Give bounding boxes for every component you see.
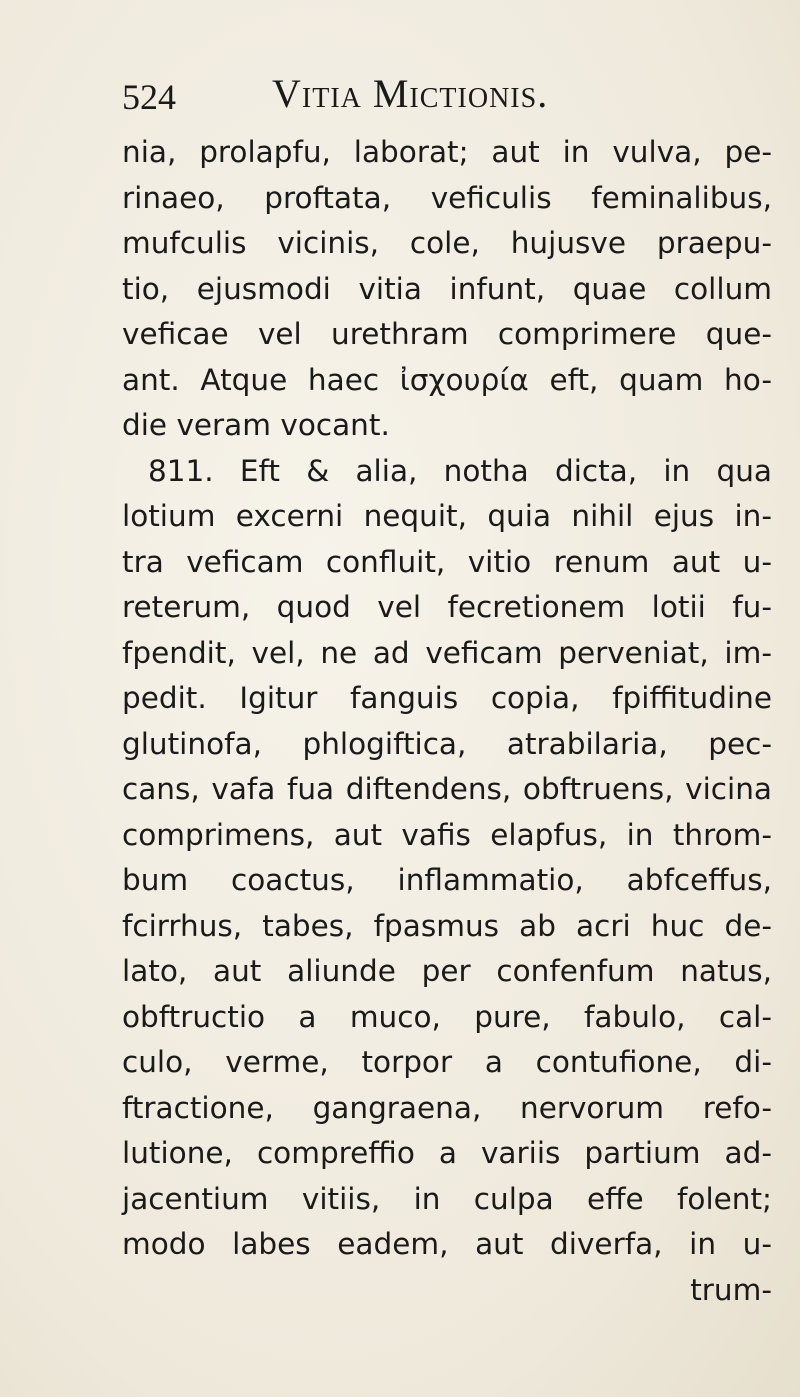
text-line: obftructio a muco, pure, fabulo, cal- [122,999,772,1034]
text-line: mufculis vicinis, cole, hujusve praepu- [122,226,772,260]
text-line: pedit. Igitur fanguis copia, fpiffitudine [122,681,772,715]
text-line: comprimens, aut vafis elapfus, in throm- [122,817,772,852]
text-line: lato, aut aliunde per confenfum natus, [122,954,772,988]
text-line: cans, vafa fua diftendens, obftruens, vicina [122,772,772,806]
text-line: tio, ejusmodi vitia infunt, quae collum [122,271,772,306]
paragraph-start-line: 811. Eft & alia, notha dicta, in qua [148,453,772,488]
text-line: ant. Atque haec ἰσχουρία eft, quam ho- [122,362,772,397]
text-line: veficae vel urethram comprimere que- [122,317,772,351]
text-line: modo labes eadem, aut diverfa, in u- [122,1227,772,1261]
text-line: ftractione, gangraena, nervorum refo- [122,1090,772,1125]
body-text [122,130,772,1313]
text-line: fpendit, vel, ne ad veficam perveniat, im- [122,635,772,670]
text-line: glutinofa, phlogiftica, atrabilaria, pec- [122,726,772,761]
text-line: jacentium vitiis, in culpa effe folent; [122,1181,772,1216]
text-line: culo, verme, torpor a contufione, di- [122,1045,772,1079]
text-line: nia, prolapfu, laborat; aut in vulva, pe- [122,135,772,169]
page-number: 524 [122,77,176,117]
text-line: lutione, compreffio a variis partium ad- [122,1136,772,1170]
text-line: tra veficam confluit, vitio renum aut u- [122,544,772,579]
text-line: bum coactus, inflammatio, abfceffus, [122,863,772,897]
text-line: die veram vocant. [122,408,390,442]
catchword-line: trum- [690,1272,772,1307]
text-line: reterum, quod vel fecretionem lotii fu- [122,590,772,624]
chapter-title: Vitia Mictionis. [272,71,549,116]
text-line: fcirrhus, tabes, fpasmus ab acri huc de- [122,908,772,943]
running-head [122,62,762,122]
text-line: lotium excerni nequit, quia nihil ejus in- [122,499,772,533]
text-line: rinaeo, proftata, veficulis feminalibus, [122,180,772,215]
